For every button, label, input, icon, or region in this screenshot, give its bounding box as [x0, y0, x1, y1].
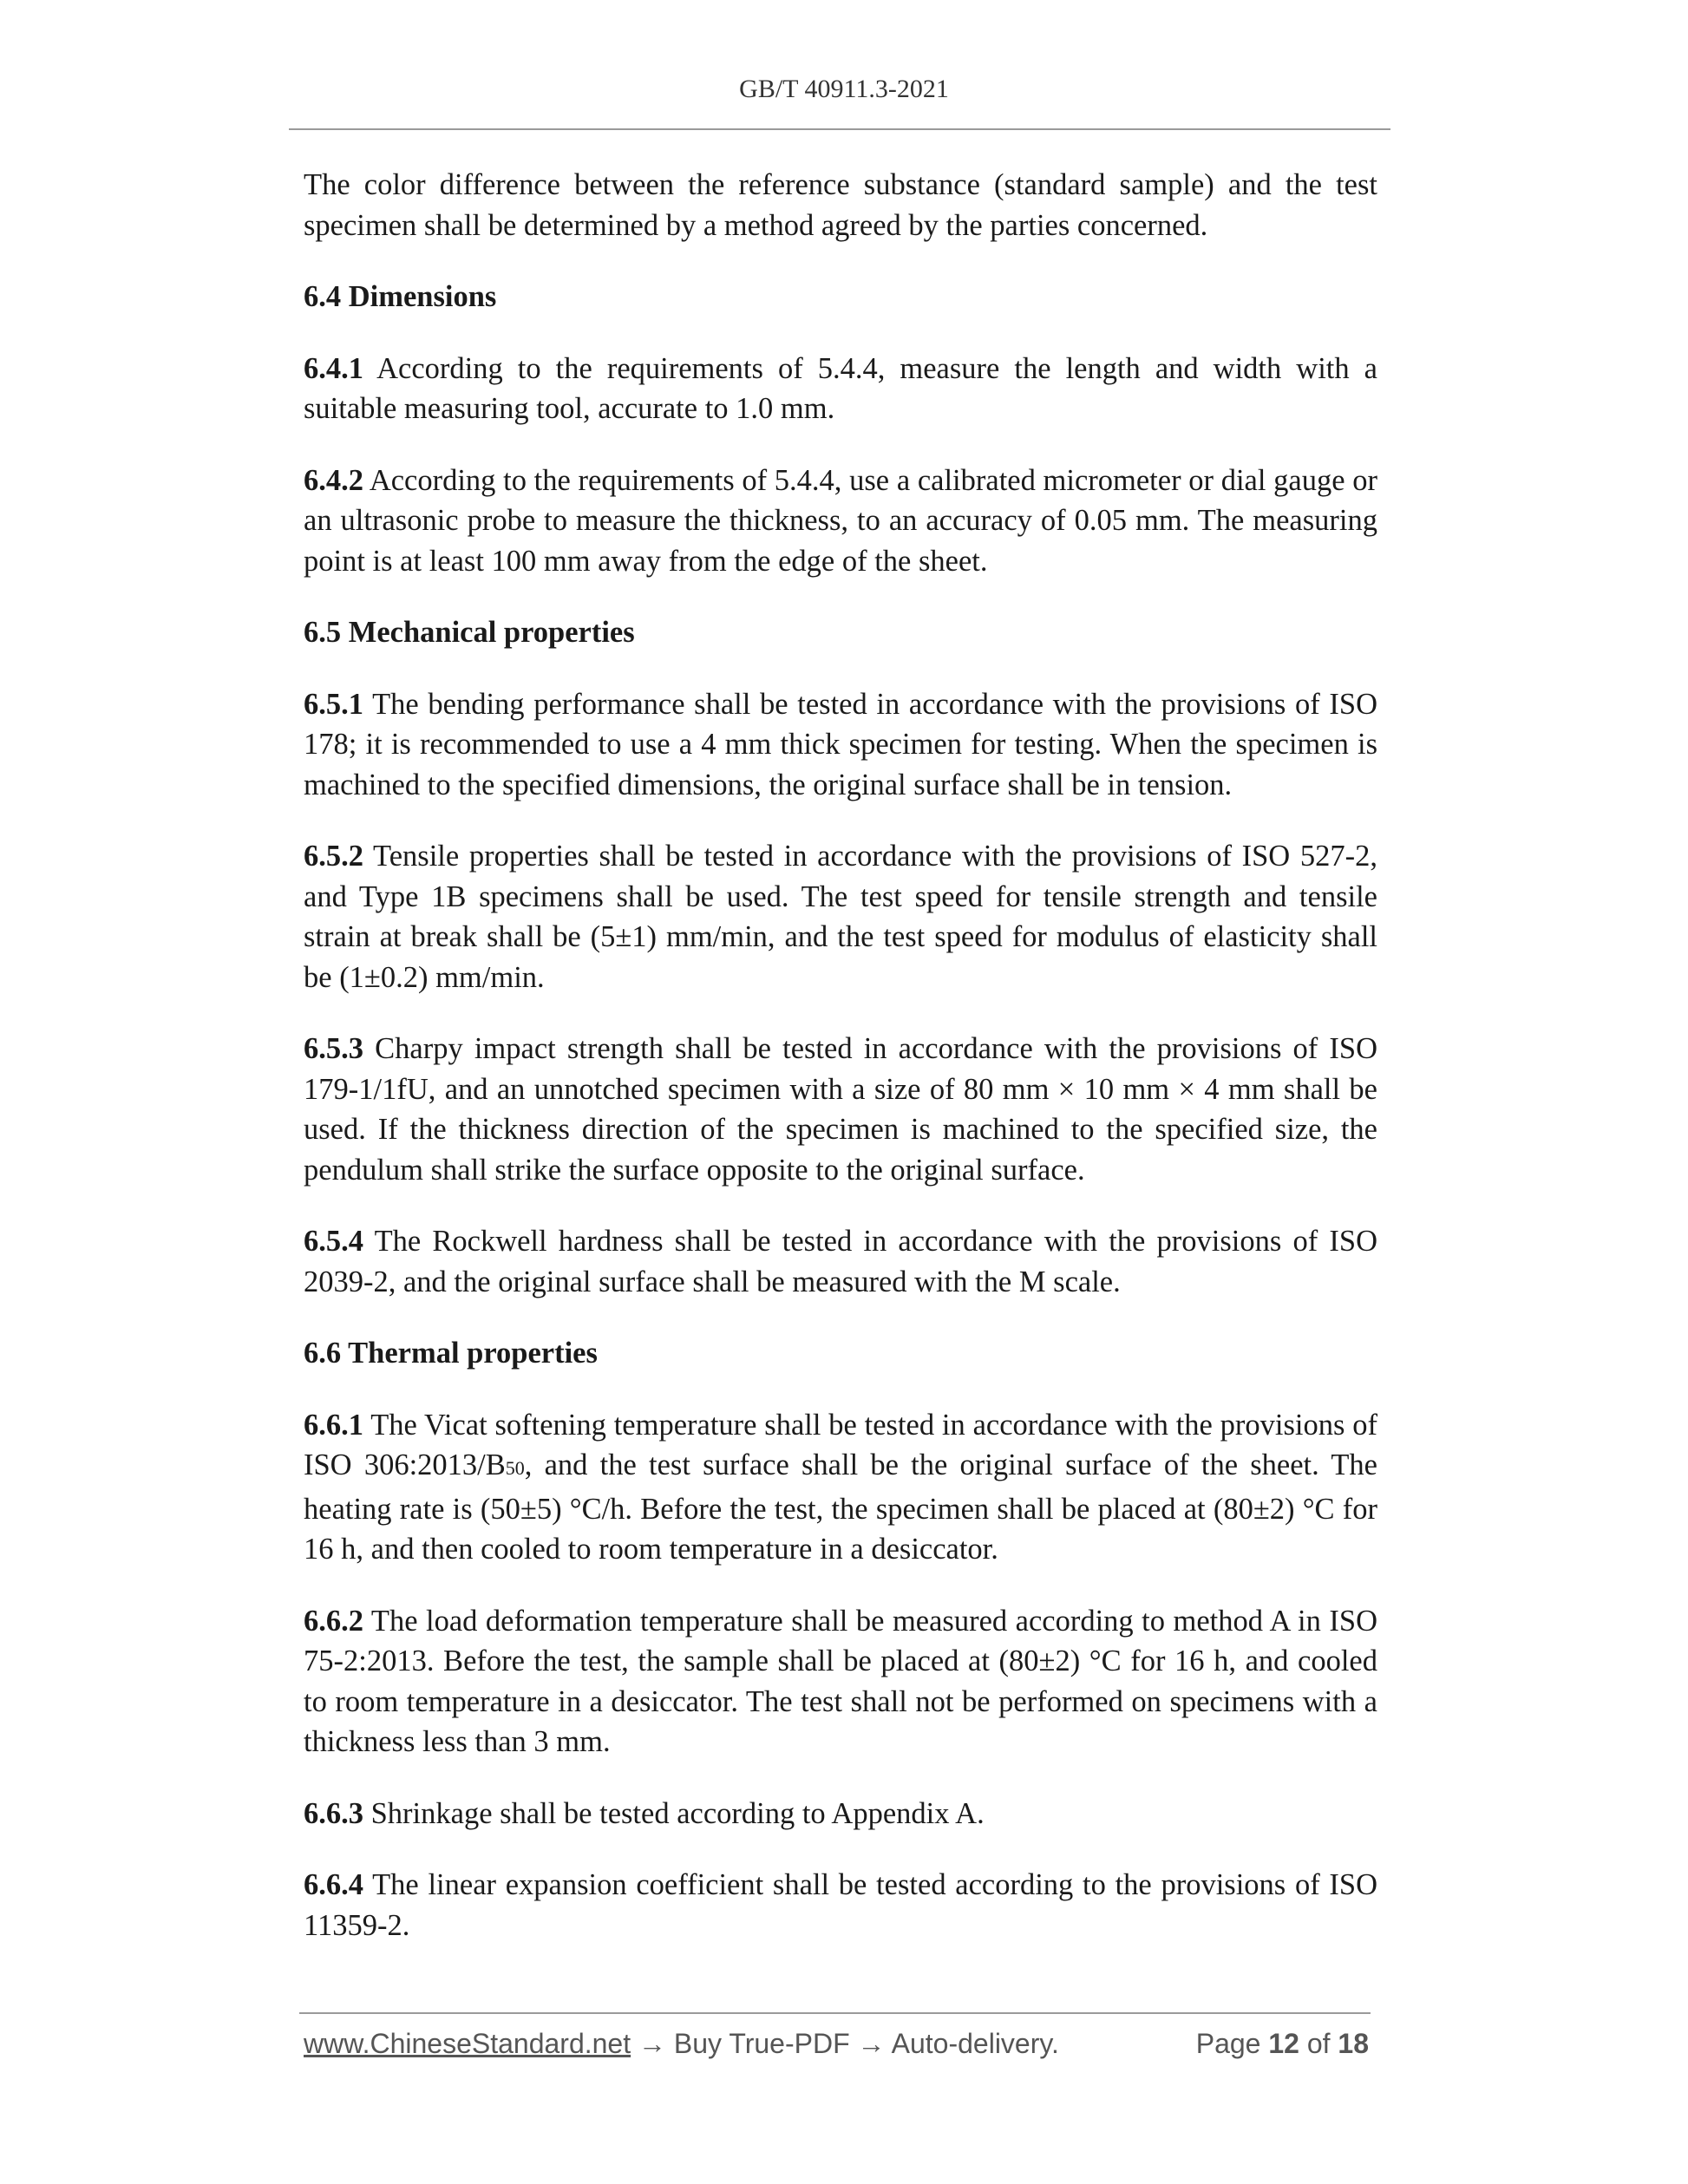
clause-number: 6.6.4	[304, 1868, 363, 1901]
clause-number: 6.4.2	[304, 463, 363, 497]
page-footer	[304, 2028, 1369, 2063]
clause-text: According to the requirements of 5.4.4, measure the length and width with a suitable measuring tool, accurate to 1.0 mm.	[304, 351, 1377, 425]
clause-6-5-2	[304, 836, 1377, 997]
clause-6-4-1	[304, 349, 1377, 429]
section-6-4-heading: 6.4 Dimensions	[304, 280, 497, 313]
clause-6-6-1	[304, 1405, 1377, 1570]
intro-paragraph: The color difference between the reference substance (standard sample) and the test specimen shall be determined by a method agreed by the parties concerned.	[304, 168, 1377, 242]
clause-number: 6.6.2	[304, 1604, 363, 1638]
of-label: of	[1306, 2028, 1331, 2059]
clause-text: The Vicat softening temperature shall be tested in accordance with the provisions of ISO 306:2013/B	[304, 1408, 1377, 1481]
auto-delivery-text: Auto-delivery.	[891, 2028, 1059, 2059]
clause-text: , and the test surface shall be the original surface of the sheet. The heating rate is (50±5) °C/h. Before the test, the specimen shall be placed at (80±2) °C for 16 h, and then cooled to room temperature in a desiccator.	[304, 1448, 1377, 1566]
clause-6-4-2	[304, 461, 1377, 582]
page-counter	[1196, 2028, 1369, 2060]
clause-number: 6.4.1	[304, 351, 363, 385]
page-label: Page	[1195, 2028, 1261, 2059]
clause-text: The bending performance shall be tested in accordance with the provisions of ISO 178; it is recommended to use a 4 mm thick specimen for testing. When the specimen is machined to the specified dimensions, the original surface shall be in tension.	[304, 687, 1377, 801]
subscript: 50	[505, 1457, 525, 1479]
section-6-6-heading: 6.6 Thermal properties	[304, 1337, 598, 1370]
footer-promo	[304, 2028, 1059, 2060]
website-link[interactable]: www.ChineseStandard.net	[304, 2028, 631, 2059]
clause-text: The linear expansion coefficient shall be tested according to the provisions of ISO 11359-2.	[304, 1868, 1377, 1942]
footer-divider	[299, 2012, 1371, 2014]
clause-text: Tensile properties shall be tested in accordance with the provisions of ISO 527-2, and Type 1B specimens shall be used. The test speed for tensile strength and tensile strain at break shall be (5±1) mm/min, and the test speed for modulus of elasticity shall be (1±0.2) mm/min.	[304, 840, 1377, 994]
clause-number: 6.6.3	[304, 1796, 363, 1830]
clause-number: 6.5.3	[304, 1032, 363, 1065]
section-6-5-heading: 6.5 Mechanical properties	[304, 616, 635, 649]
page-body	[304, 165, 1377, 1977]
clause-text: Charpy impact strength shall be tested in accordance with the provisions of ISO 179-1/1fU, and an unnotched specimen with a size of 80 mm × 10 mm × 4 mm shall be used. If the thickness direction of the specimen is machined to the specified size, the pendulum shall strike the surface opposite to the original surface.	[304, 1032, 1378, 1187]
clause-text: The load deformation temperature shall be measured according to method A in ISO 75-2:2013. Before the test, the sample shall be placed at (80±2) °C for 16 h, and cooled to room temperature in a desiccator. The test shall not be performed on specimens with a thickness less than 3 mm.	[304, 1604, 1377, 1758]
clause-number: 6.5.1	[304, 687, 363, 721]
clause-number: 6.5.2	[304, 840, 363, 873]
arrow-right-icon: →	[857, 2028, 886, 2059]
clause-text: Shrinkage shall be tested according to Appendix A.	[370, 1796, 985, 1830]
clause-number: 6.5.4	[304, 1225, 363, 1258]
page-number: 12	[1268, 2028, 1299, 2059]
clause-6-6-4	[304, 1865, 1377, 1945]
clause-6-5-1	[304, 684, 1377, 806]
clause-6-5-3	[304, 1029, 1377, 1190]
page-total: 18	[1338, 2028, 1369, 2059]
clause-text: According to the requirements of 5.4.4, use a calibrated micrometer or dial gauge or an ultrasonic probe to measure the thickness, to an accuracy of 0.05 mm. The measuring point is at least 100 mm away from the edge of the sheet.	[304, 463, 1377, 578]
arrow-right-icon: →	[638, 2028, 666, 2059]
buy-pdf-text: Buy True-PDF	[673, 2028, 850, 2059]
document-code: GB/T 40911.3-2021	[739, 75, 949, 103]
clause-6-6-2	[304, 1601, 1377, 1762]
header-divider	[289, 128, 1390, 130]
clause-6-5-4	[304, 1221, 1377, 1302]
clause-text: The Rockwell hardness shall be tested in accordance with the provisions of ISO 2039-2, and the original surface shall be measured with the M scale.	[304, 1225, 1377, 1298]
clause-6-6-3	[304, 1794, 1377, 1834]
clause-number: 6.6.1	[304, 1408, 363, 1442]
